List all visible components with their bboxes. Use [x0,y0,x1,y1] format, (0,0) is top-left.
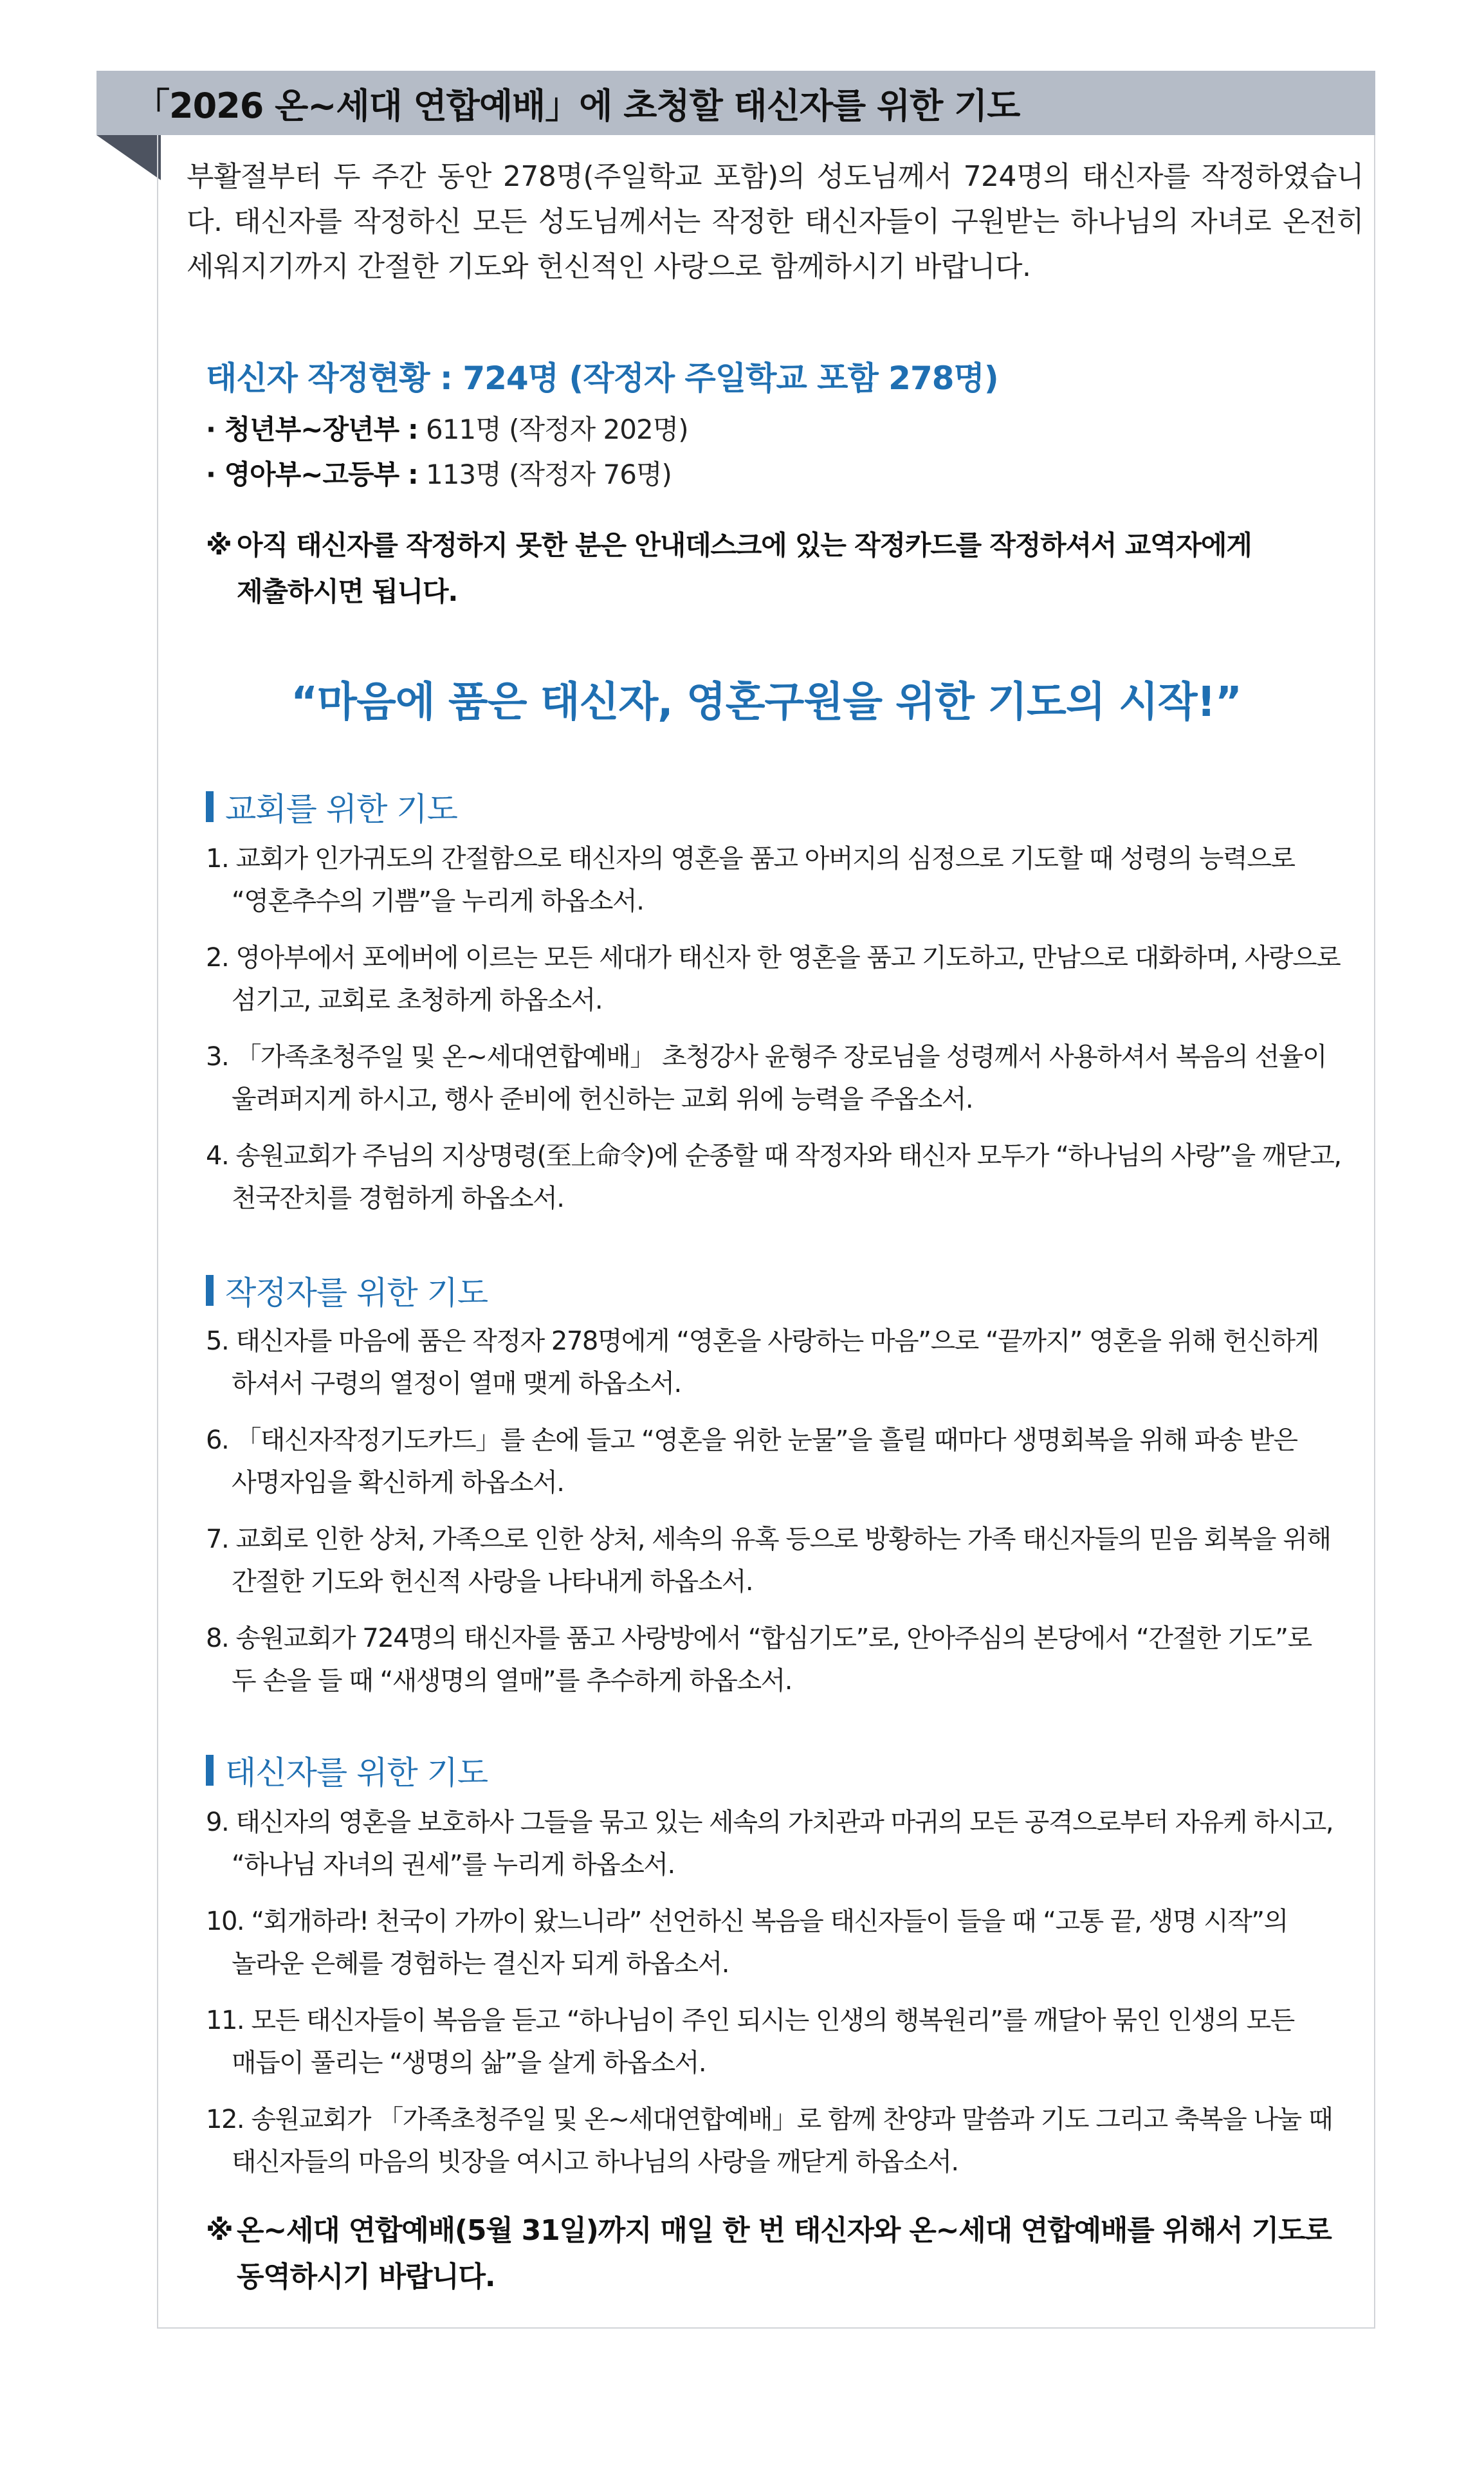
prayer-line-1: 2. 영아부에서 포에버에 이르는 모든 세대가 태신자 한 영혼을 품고 기도하고, 만남으로 대화하며, 사랑으로 [206,943,1341,973]
prayer-line-2: 태신자들의 마음의 빗장을 여시고 하나님의 사랑을 깨닫게 하옵소서. [232,2147,958,2177]
prayer-line-1: 12. 송원교회가 「가족초청주일 및 온~세대연합예배」로 함께 찬양과 말씀과 기도 그리고 축복을 나눌 때 [206,2105,1333,2134]
prayer-line-1: 9. 태신자의 영혼을 보호하사 그들을 묶고 있는 세속의 가치관과 마귀의 모든 공격으로부터 자유케 하시고, [206,1808,1333,1837]
slogan: “마음에 품은 태신자, 영혼구원을 위한 기도의 시작!” [291,679,1241,726]
closing-note [206,2208,1351,2300]
section-title-text: 교회를 위한 기도 [225,791,457,828]
prayer-item [206,1036,1364,1121]
note-line-2: 동역하시기 바랍니다. [237,2260,495,2293]
prayer-line-2: 사명자임을 확신하게 하옵소서. [232,1468,564,1498]
prayer-line-1: 3. 「가족초청주일 및 온~세대연합예배」 초청강사 윤형주 장로님을 성령께서 사용하셔서 복음의 선율이 [206,1042,1326,1072]
intro-paragraph: 부활절부터 두 주간 동안 278명(주일학교 포함)의 성도님께서 724명의 태신자를 작정하였습니다. 태신자를 작정하신 모든 성도님께서는 작정한 태신자들이 구원받는 하나님의 자녀로 온전히 세워지기까지 간절한 기도와 헌신적인 사랑으로 함께하시기 바랍니다. [187,160,1364,283]
prayer-item [206,1999,1364,2084]
page-title: 「2026 온~세대 연합예배」에 초청할 태신자를 위한 기도 [135,85,1020,126]
prayer-item [206,1617,1364,1702]
prayer-line-1: 7. 교회로 인한 상처, 가족으로 인한 상처, 세속의 유혹 등으로 방황하는 가족 태신자들의 믿음 회복을 위해 [206,1525,1331,1554]
prayer-line-1: 8. 송원교회가 724명의 태신자를 품고 사랑방에서 “합심기도”로, 안아주심의 본당에서 “간절한 기도”로 [206,1624,1312,1653]
note-line-1: 온~세대 연합예배(5월 31일)까지 매일 한 번 태신자와 온~세대 연합예배를 위해서 기도로 [237,2214,1332,2247]
prayer-item [206,1518,1364,1603]
prayer-item [206,1801,1364,1886]
note-mark: ※ [206,2214,233,2247]
prayer-item [206,838,1364,922]
prayer-line-2: 섬기고, 교회로 초청하게 하옵소서. [232,985,603,1015]
prayer-line-2: 천국잔치를 경험하게 하옵소서. [232,1184,564,1213]
prayer-item [206,2098,1364,2183]
section-title-unbeliever [206,1747,488,1793]
section-bar-icon [206,1275,214,1306]
prayer-line-1: 1. 교회가 인가귀도의 간절함으로 태신자의 영혼을 품고 아버지의 심정으로 기도할 때 성령의 능력으로 [206,844,1295,874]
registration-note [206,522,1351,615]
header-bar [96,71,1375,135]
prayer-item [206,1900,1364,1985]
prayer-line-2: 두 손을 들 때 “새생명의 열매”를 추수하게 하옵소서. [232,1666,792,1696]
prayer-line-2: 간절한 기도와 헌신적 사랑을 나타내게 하옵소서. [232,1567,753,1597]
section-title-text: 작정자를 위한 기도 [225,1274,488,1312]
prayer-line-1: 10. “회개하라! 천국이 가까이 왔느니라” 선언하신 복음을 태신자들이 들을 때 “고통 끝, 생명 시작”의 [206,1907,1288,1936]
prayer-line-2: 하셔서 구령의 열정이 열매 맺게 하옵소서. [232,1369,681,1398]
status-label: · 영아부~고등부 : [206,459,418,490]
prayer-line-1: 6. 「태신자작정기도카드」를 손에 들고 “영혼을 위한 눈물”을 흘릴 때마다 생명회복을 위해 파송 받은 [206,1425,1297,1455]
prayer-item [206,1419,1364,1504]
prayer-line-1: 11. 모든 태신자들이 복음을 듣고 “하나님이 주인 되시는 인생의 행복원리”를 깨달아 묶인 인생의 모든 [206,2006,1294,2035]
status-label: · 청년부~장년부 : [206,414,418,445]
status-title: 태신자 작정현황 : 724명 (작정자 주일학교 포함 278명) [206,360,998,397]
section-title-committer [206,1267,488,1314]
ribbon-fold-decoration [96,135,161,180]
prayer-item [206,1135,1364,1220]
prayer-line-2: 놀라운 은혜를 경험하는 결신자 되게 하옵소서. [232,1949,729,1979]
prayer-line-1: 4. 송원교회가 주님의 지상명령(至上命令)에 순종할 때 작정자와 태신자 모두가 “하나님의 사랑”을 깨닫고, [206,1141,1341,1171]
status-line-youth [206,454,672,492]
section-title-church [206,783,457,830]
prayer-line-2: 울려퍼지게 하시고, 행사 준비에 헌신하는 교회 위에 능력을 주옵소서. [232,1085,973,1114]
prayer-line-2: “영혼추수의 기쁨”을 누리게 하옵소서. [232,886,644,916]
prayer-line-2: “하나님 자녀의 권세”를 누리게 하옵소서. [232,1850,675,1880]
note-mark: ※ [206,529,232,561]
status-value: 113명 (작정자 76명) [417,459,672,490]
status-line-adult [206,408,688,447]
note-line-1: 아직 태신자를 작정하지 못한 분은 안내데스크에 있는 작정카드를 작정하셔서 교역자에게 [237,529,1252,561]
section-bar-icon [206,791,214,822]
prayer-line-2: 매듭이 풀리는 “생명의 삶”을 살게 하옵소서. [232,2048,706,2078]
section-bar-icon [206,1755,214,1786]
note-line-2: 제출하시면 됩니다. [237,576,458,607]
section-title-text: 태신자를 위한 기도 [225,1754,488,1791]
prayer-item [206,937,1364,1022]
prayer-item [206,1320,1364,1405]
prayer-line-1: 5. 태신자를 마음에 품은 작정자 278명에게 “영혼을 사랑하는 마음”으로 “끝까지” 영혼을 위해 헌신하게 [206,1326,1319,1356]
status-value: 611명 (작정자 202명) [417,414,688,445]
